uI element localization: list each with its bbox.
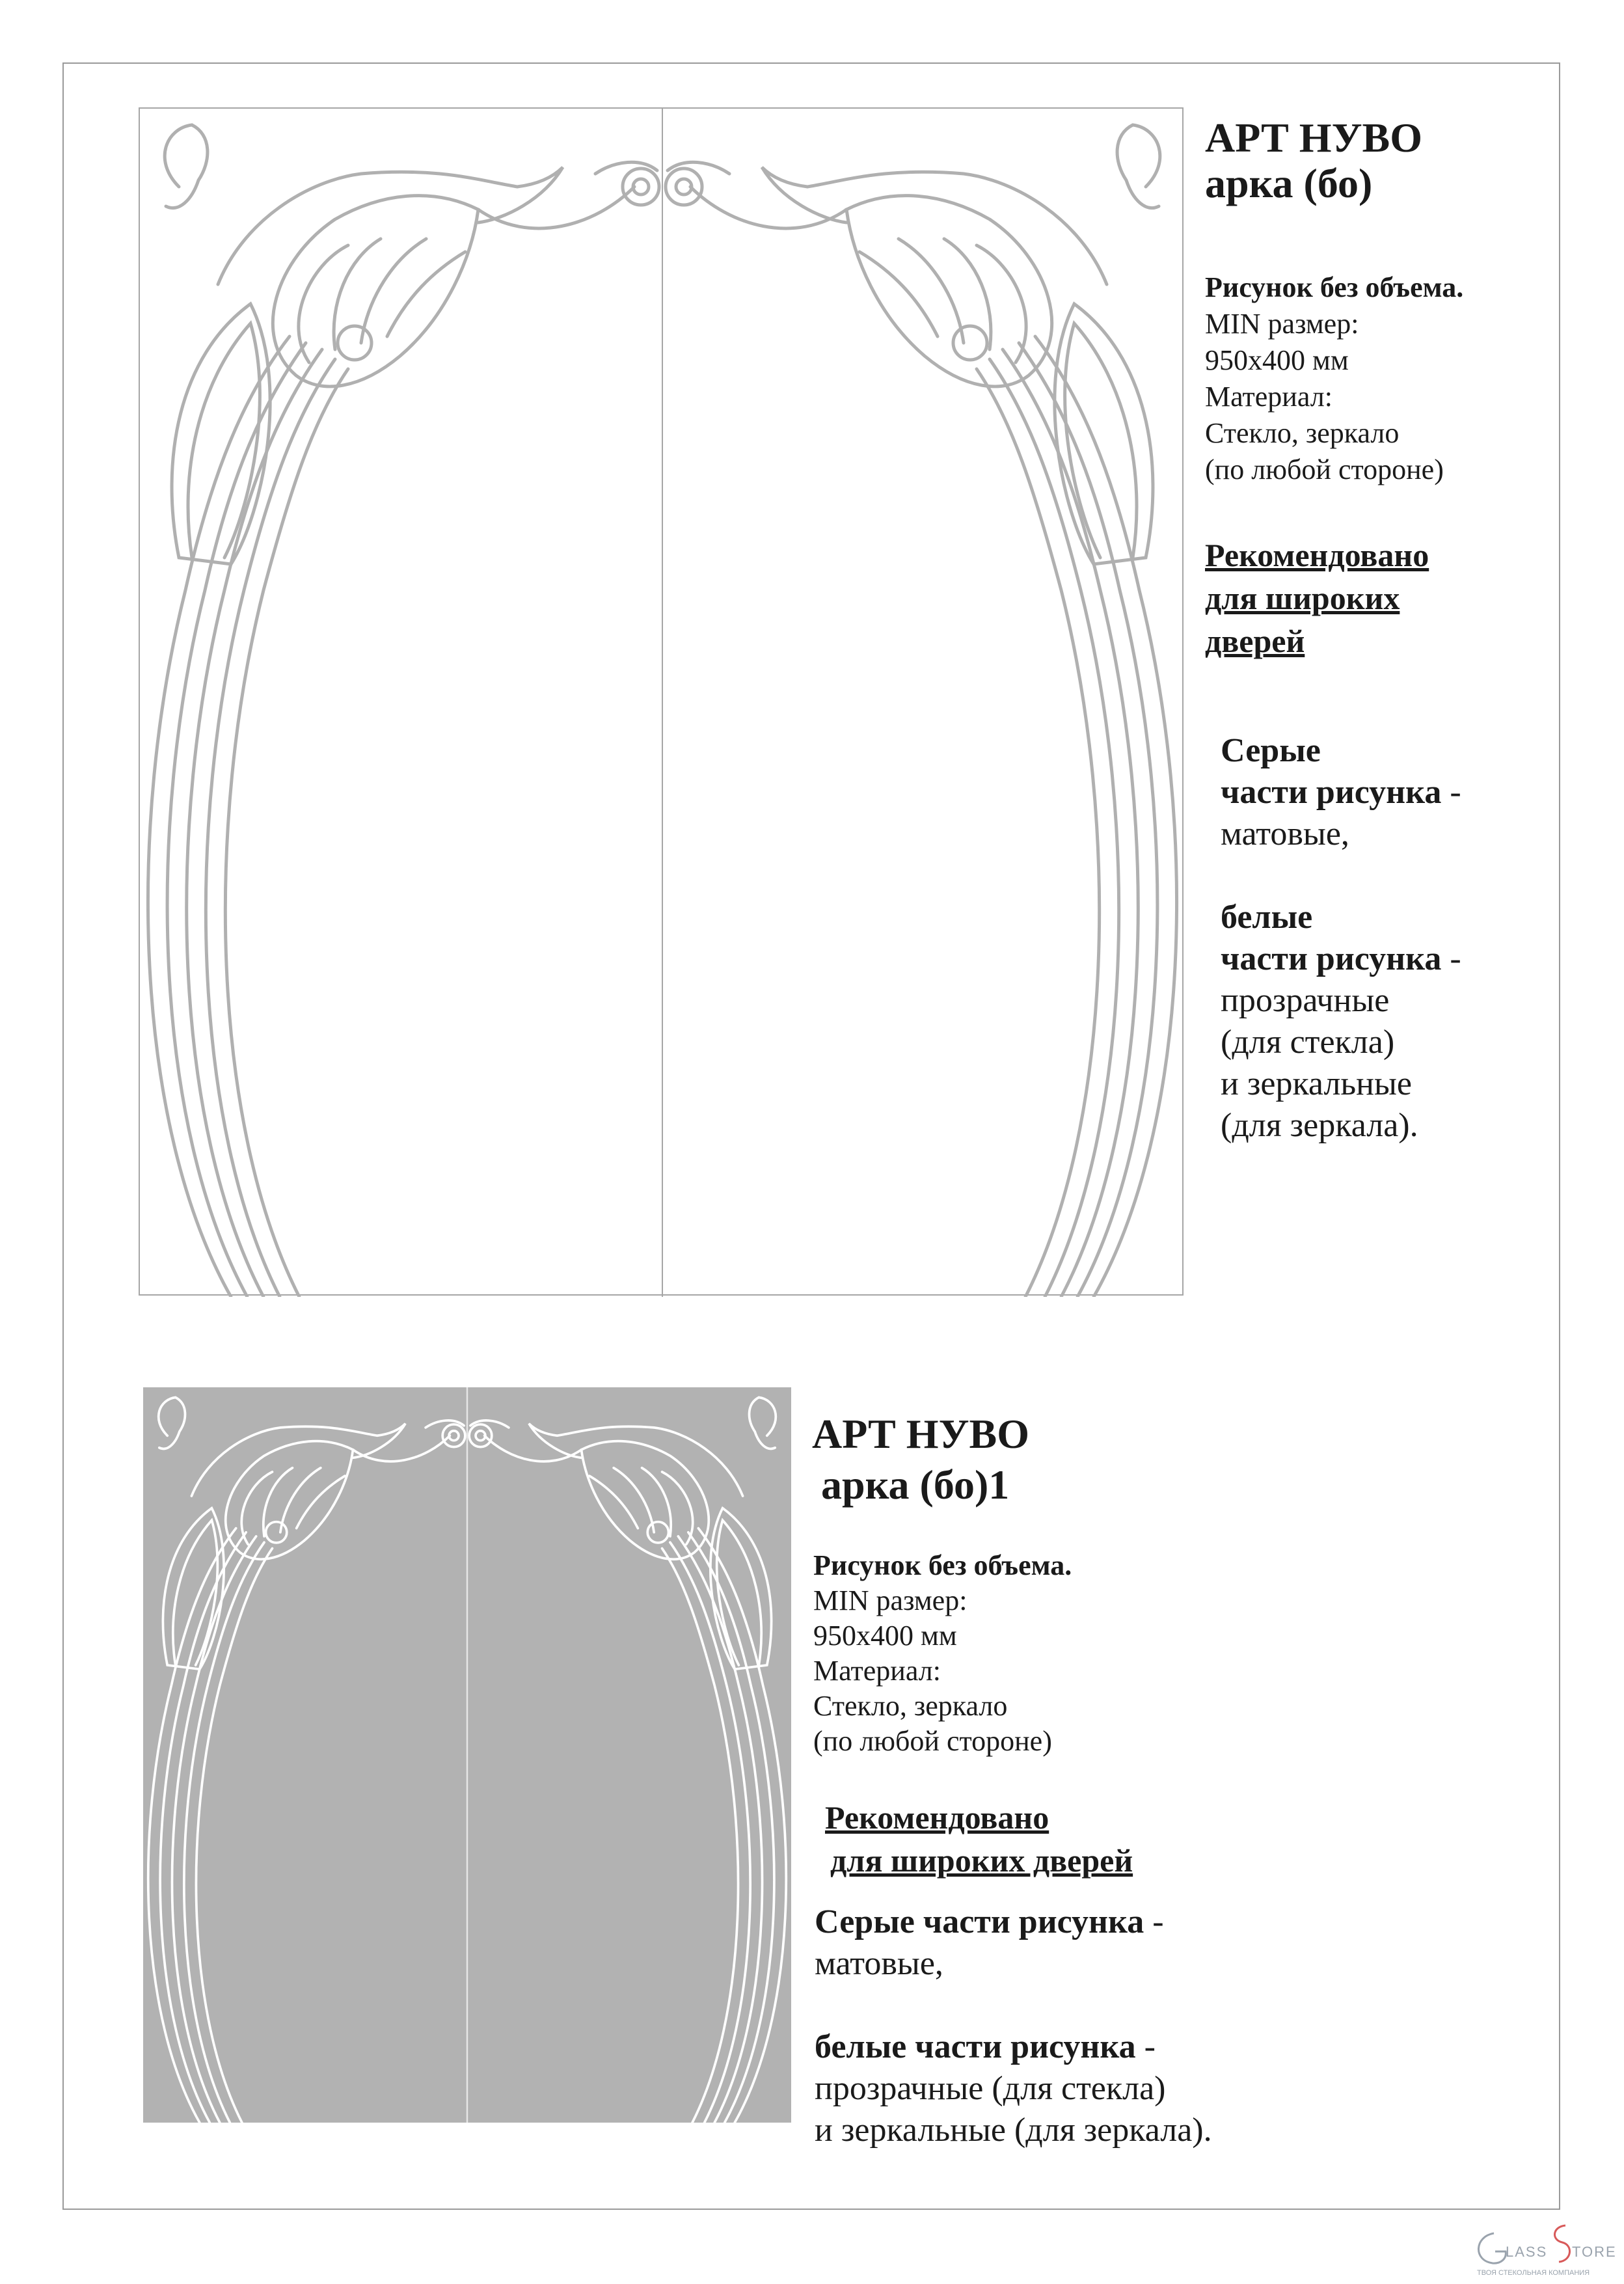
design2-desc-bold: Рисунок без объема. xyxy=(813,1549,1072,1581)
design1-white-desc: и зеркальные xyxy=(1221,1065,1412,1102)
glass-store-logo xyxy=(1468,2220,1617,2280)
design2-white-note: белые части рисунка - xyxy=(815,2028,1156,2065)
design1-recommend-line: для широких xyxy=(1205,580,1400,616)
design2-drawing xyxy=(143,1387,791,2123)
design1-recommend-line: дверей xyxy=(1205,623,1305,659)
design2-white-desc: и зеркальные (для зеркала). xyxy=(815,2112,1212,2149)
design1-desc-line: Материал: xyxy=(1205,381,1333,413)
design1-white-desc: (для стекла) xyxy=(1221,1024,1395,1061)
design2-desc-line: MIN размер: xyxy=(813,1584,968,1616)
design2-white-desc: прозрачные (для стекла) xyxy=(815,2070,1166,2107)
design1-gray-desc: матовые, xyxy=(1221,815,1349,852)
design2-desc-line: 950x400 мм xyxy=(813,1620,957,1652)
design1-white-note: белые xyxy=(1221,899,1313,936)
left-door-ornament xyxy=(148,125,659,1297)
svg-text:TORE: TORE xyxy=(1572,2244,1617,2260)
svg-text:LASS: LASS xyxy=(1506,2244,1548,2260)
design2-gray-note: Серые части рисунка - xyxy=(815,1903,1164,1940)
design2-desc-line: Стекло, зеркало xyxy=(813,1690,1008,1722)
design1-gray-note: Серые xyxy=(1221,732,1321,769)
logo-mark xyxy=(1468,2220,1617,2280)
design1-title-line2: арка (бо) xyxy=(1205,160,1373,206)
design2-art xyxy=(143,1387,791,2123)
design1-title-line1: АРТ НУВО xyxy=(1205,115,1422,161)
design1-desc-bold: Рисунок без объема. xyxy=(1205,271,1464,303)
design2-desc-line: (по любой стороне) xyxy=(813,1725,1052,1757)
left-door-ornament xyxy=(148,1397,465,2123)
design1-white-desc: (для зеркала). xyxy=(1221,1107,1418,1144)
design1-gray-note: части рисунка - xyxy=(1221,774,1461,811)
design2-title-line2: арка (бо)1 xyxy=(821,1461,1010,1508)
design2-recommend-line: Рекомендовано xyxy=(825,1799,1049,1836)
right-door-ornament xyxy=(666,125,1177,1297)
svg-text:ТВОЯ СТЕКОЛЬНАЯ КОМПАНИЯ: ТВОЯ СТЕКОЛЬНАЯ КОМПАНИЯ xyxy=(1477,2269,1590,2277)
design1-desc-line: 950x400 мм xyxy=(1205,344,1349,376)
design1-desc-line: Стекло, зеркало xyxy=(1205,417,1400,449)
design1-white-desc: прозрачные xyxy=(1221,982,1390,1019)
design1-recommend-line: Рекомендовано xyxy=(1205,537,1429,573)
design1-desc-line: (по любой стороне) xyxy=(1205,454,1444,485)
design2-recommend-line: для широких дверей xyxy=(830,1842,1133,1879)
design1-art xyxy=(140,109,1185,1297)
design1-white-note: части рисунка - xyxy=(1221,940,1461,977)
design1-desc-line: MIN размер: xyxy=(1205,308,1359,340)
design1-drawing xyxy=(139,107,1184,1296)
right-door-ornament xyxy=(469,1397,786,2123)
design2-title-line1: АРТ НУВО xyxy=(812,1411,1029,1457)
design2-desc-line: Материал: xyxy=(813,1655,941,1687)
design2-gray-desc: матовые, xyxy=(815,1945,943,1982)
